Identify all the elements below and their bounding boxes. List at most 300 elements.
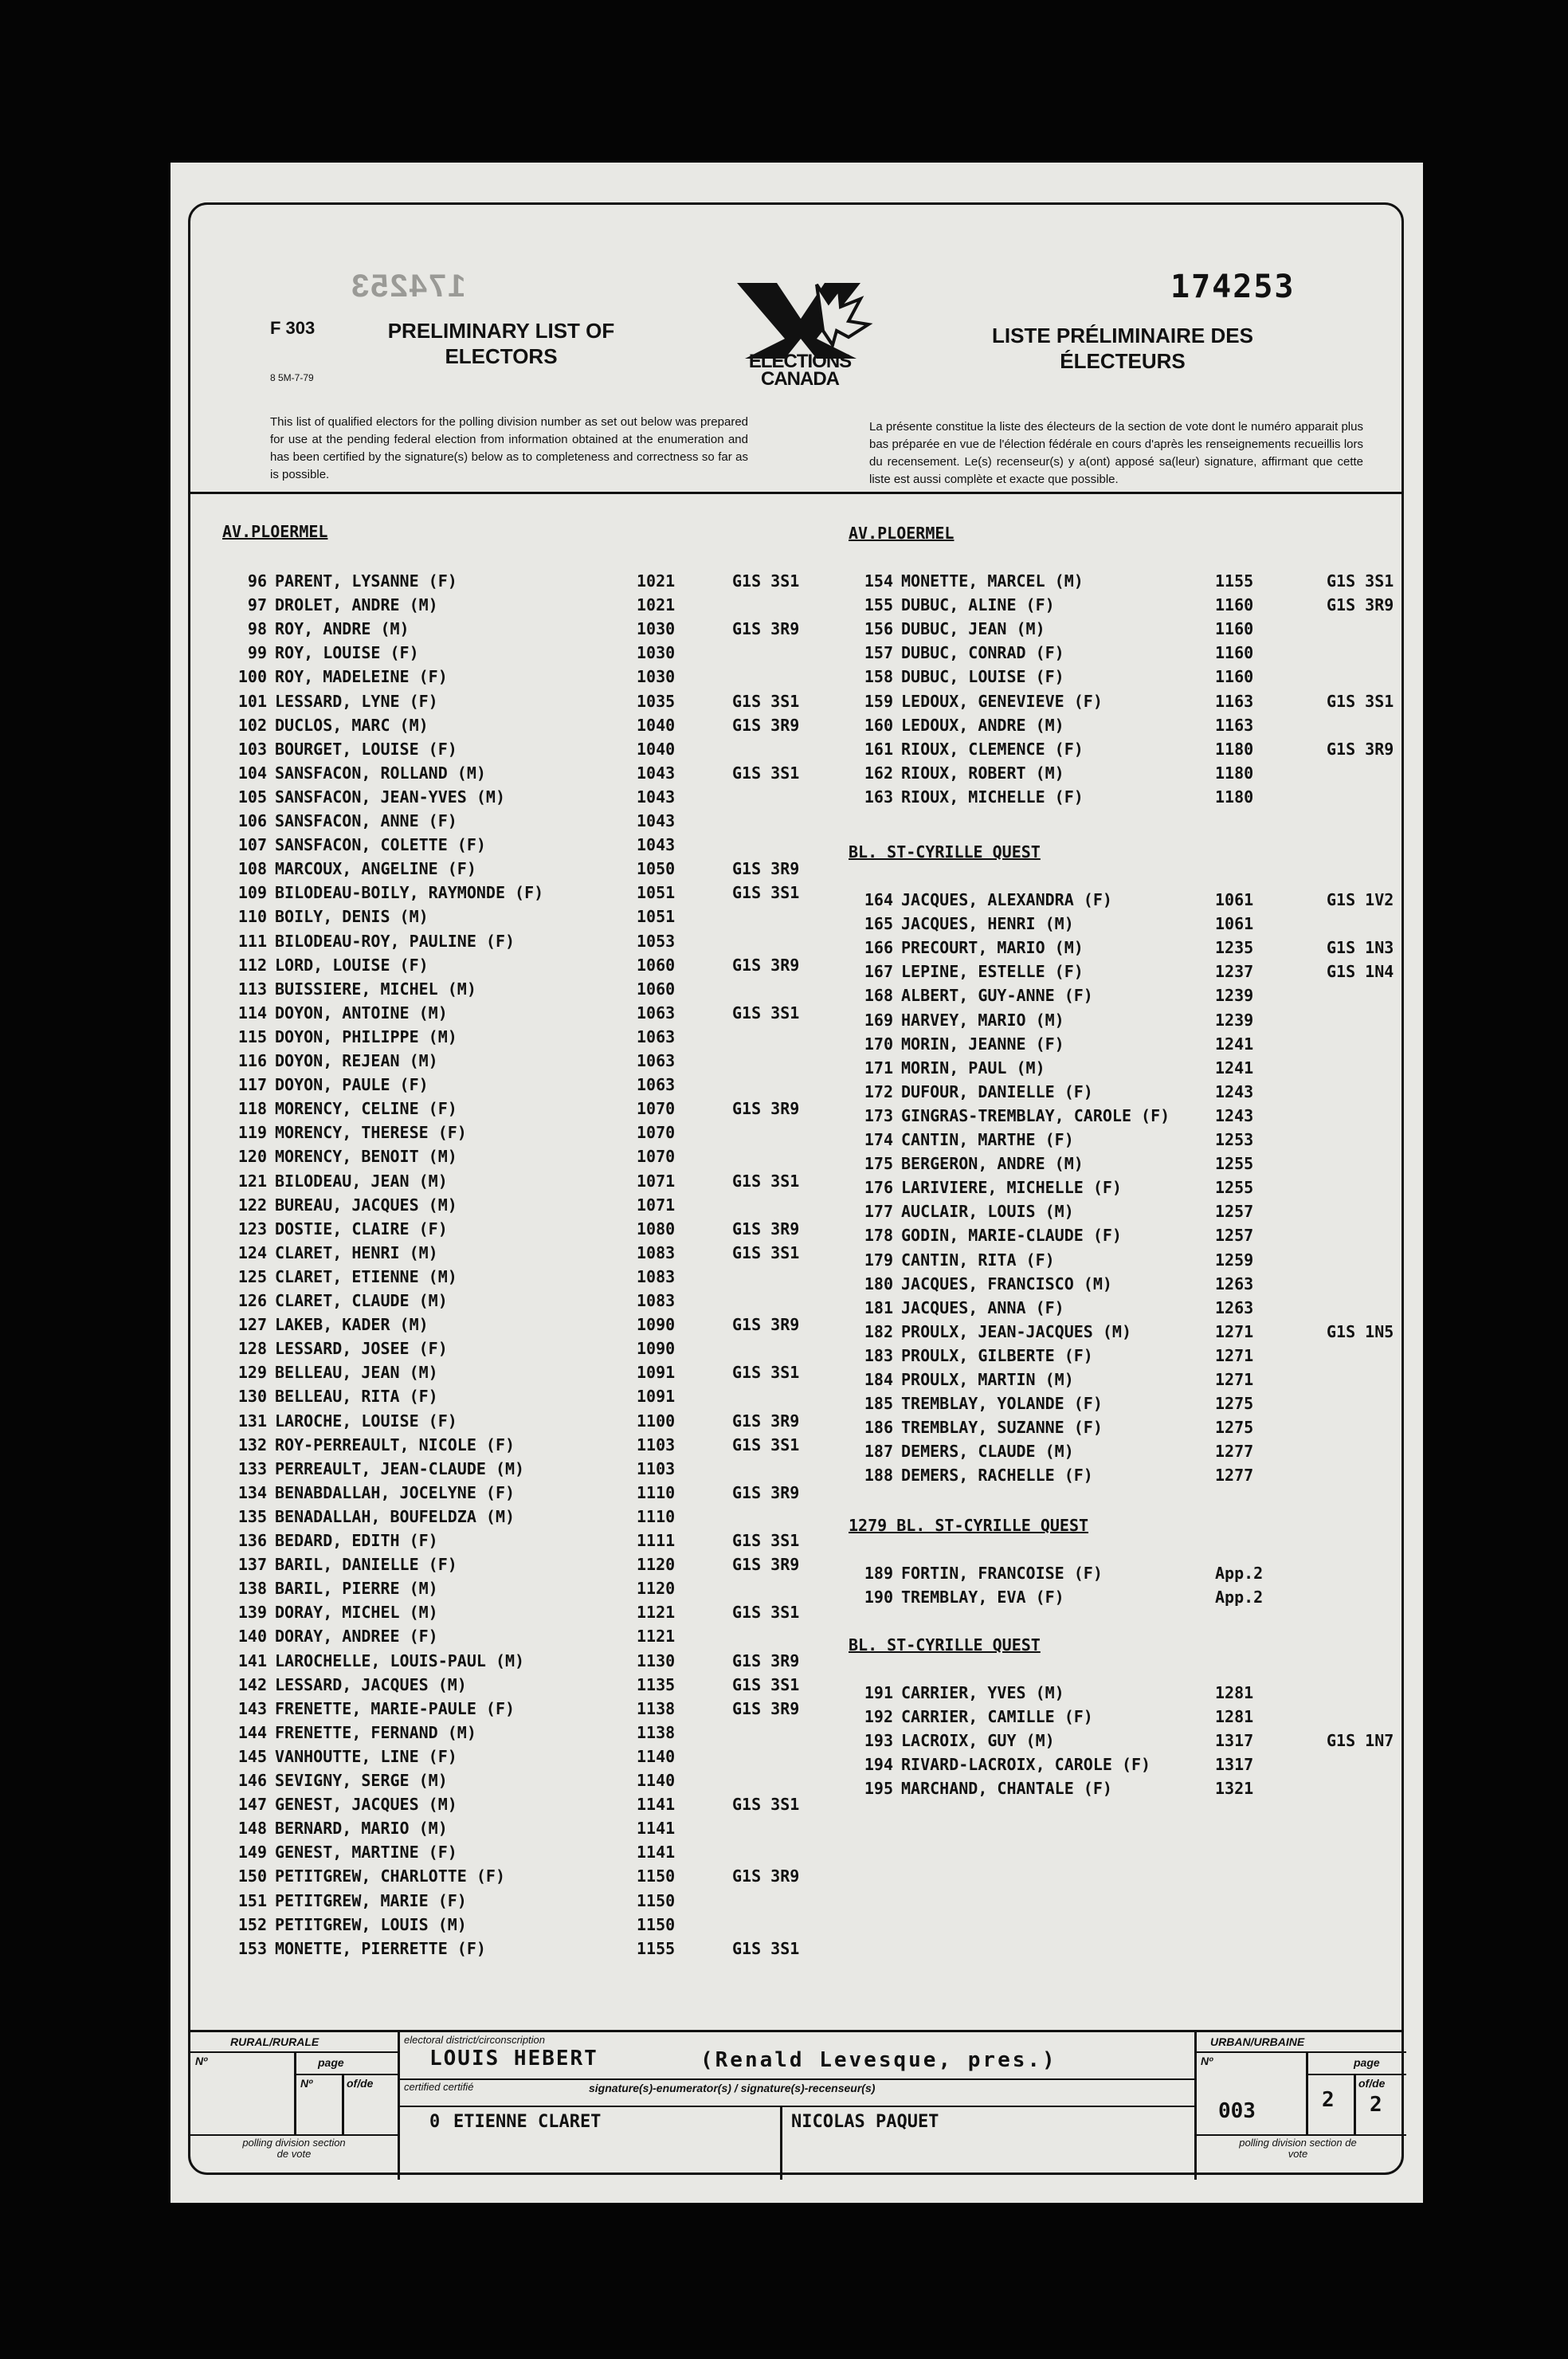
elector-number: 108 bbox=[237, 859, 267, 879]
elector-number: 153 bbox=[237, 1938, 267, 1958]
street-number: 1035 bbox=[637, 691, 676, 711]
elector-name: DORAY, ANDREE (F) bbox=[275, 1627, 438, 1647]
street-number: 1051 bbox=[637, 883, 676, 903]
elector-number: 150 bbox=[237, 1866, 267, 1886]
street-number: 1063 bbox=[637, 1075, 676, 1095]
elector-number: 106 bbox=[237, 811, 267, 830]
mark: 0 bbox=[429, 2112, 441, 2132]
postal-code: G1S 3R9 bbox=[732, 1411, 800, 1431]
street-number: 1061 bbox=[1215, 890, 1254, 909]
elector-name: DROLET, ANDRE (M) bbox=[275, 595, 438, 615]
street-number: 1277 bbox=[1215, 1442, 1254, 1462]
street-number: 1030 bbox=[637, 667, 676, 687]
street-number: 1160 bbox=[1215, 667, 1254, 687]
elector-name: DUBUC, JEAN (M) bbox=[901, 619, 1045, 639]
elector-name: DEMERS, RACHELLE (F) bbox=[901, 1466, 1093, 1486]
street-number: 1160 bbox=[1215, 643, 1254, 663]
elector-name: BEDARD, EDITH (F) bbox=[275, 1531, 438, 1550]
elector-number: 136 bbox=[237, 1531, 267, 1550]
street-number: 1237 bbox=[1215, 962, 1254, 982]
elector-number: 146 bbox=[237, 1771, 267, 1790]
postal-code: G1S 3R9 bbox=[732, 1555, 800, 1575]
elector-number: 155 bbox=[864, 595, 893, 615]
street-number: 1090 bbox=[637, 1315, 676, 1335]
rural-no-label-2: Nº bbox=[300, 2077, 313, 2090]
street-number: 1030 bbox=[637, 619, 676, 639]
street-number: 1253 bbox=[1215, 1130, 1254, 1149]
elector-name: FRENETTE, FERNAND (M) bbox=[275, 1722, 476, 1742]
street-number: 1140 bbox=[637, 1771, 676, 1790]
street-number: 1130 bbox=[637, 1651, 676, 1670]
street-number: 1281 bbox=[1215, 1707, 1254, 1727]
elector-number: 172 bbox=[864, 1081, 893, 1101]
postal-code: G1S 3R9 bbox=[732, 1482, 800, 1502]
postal-code: G1S 3S1 bbox=[732, 883, 800, 903]
elector-number: 130 bbox=[237, 1387, 267, 1407]
elector-number: 120 bbox=[237, 1147, 267, 1167]
elector-name: BELLEAU, RITA (F) bbox=[275, 1387, 438, 1407]
street-number: 1091 bbox=[637, 1363, 676, 1383]
street-number: 1051 bbox=[637, 907, 676, 927]
elector-number: 121 bbox=[237, 1171, 267, 1191]
elector-number: 124 bbox=[237, 1242, 267, 1262]
elector-name: DUBUC, LOUISE (F) bbox=[901, 667, 1064, 687]
elector-number: 151 bbox=[237, 1890, 267, 1910]
street-number: 1243 bbox=[1215, 1081, 1254, 1101]
street-number: 1138 bbox=[637, 1698, 676, 1718]
form-code: 8 5M-7-79 bbox=[270, 372, 314, 383]
elector-name: LACROIX, GUY (M) bbox=[901, 1731, 1055, 1751]
returning-officer: (Renald Levesque, pres.) bbox=[700, 2048, 1057, 2072]
street-number: 1141 bbox=[637, 1819, 676, 1839]
elector-number: 194 bbox=[864, 1755, 893, 1775]
form-id: F 303 bbox=[270, 318, 316, 338]
elector-name: LEDOUX, ANDRE (M) bbox=[901, 715, 1064, 735]
elector-name: MARCHAND, CHANTALE (F) bbox=[901, 1779, 1112, 1799]
street-number: 1070 bbox=[637, 1123, 676, 1143]
elector-name: CANTIN, MARTHE (F) bbox=[901, 1130, 1074, 1149]
page-number: 2 bbox=[1322, 2088, 1335, 2112]
elector-number: 171 bbox=[864, 1058, 893, 1077]
street-number: 1180 bbox=[1215, 739, 1254, 759]
elector-name: CLARET, CLAUDE (M) bbox=[275, 1291, 448, 1310]
elector-number: 123 bbox=[237, 1219, 267, 1238]
street-number: 1263 bbox=[1215, 1297, 1254, 1317]
postal-code: G1S 3S1 bbox=[732, 571, 800, 591]
elector-name: JACQUES, HENRI (M) bbox=[901, 914, 1074, 934]
elector-number: 166 bbox=[864, 938, 893, 958]
elector-name: MORENCY, CELINE (F) bbox=[275, 1099, 457, 1119]
street-number: 1121 bbox=[637, 1603, 676, 1623]
street-number: 1271 bbox=[1215, 1370, 1254, 1389]
intro-english: This list of qualified electors for the polling division number as set out below was prepared for use at the pending federal election from information obtained at the enumeration and has been certified by the signature(s) below as to completeness and correctness so far as is possible. bbox=[270, 415, 748, 481]
elector-name: LAROCHELLE, LOUIS-PAUL (M) bbox=[275, 1651, 525, 1670]
elector-name: GODIN, MARIE-CLAUDE (F) bbox=[901, 1226, 1122, 1246]
street-number: 1141 bbox=[637, 1795, 676, 1815]
elector-name: DUFOUR, DANIELLE (F) bbox=[901, 1081, 1093, 1101]
postal-code: G1S 3R9 bbox=[732, 1099, 800, 1119]
elector-name: CARRIER, CAMILLE (F) bbox=[901, 1707, 1093, 1727]
street-number: 1091 bbox=[637, 1387, 676, 1407]
street-number: 1239 bbox=[1215, 1010, 1254, 1030]
postal-code: G1S 3S1 bbox=[732, 1795, 800, 1815]
elector-number: 175 bbox=[864, 1154, 893, 1174]
elector-number: 157 bbox=[864, 643, 893, 663]
elector-number: 148 bbox=[237, 1819, 267, 1839]
street-number: 1040 bbox=[637, 739, 676, 759]
street-number: 1155 bbox=[637, 1938, 676, 1958]
elector-number: 102 bbox=[237, 715, 267, 735]
title-english: PRELIMINARY LIST OF ELECTORS bbox=[387, 319, 615, 368]
ghost-serial: 174253 bbox=[350, 269, 466, 304]
elector-name: GINGRAS-TREMBLAY, CAROLE (F) bbox=[901, 1105, 1170, 1125]
street-number: 1163 bbox=[1215, 691, 1254, 711]
elector-name: FORTIN, FRANCOISE (F) bbox=[901, 1564, 1103, 1583]
elector-number: 98 bbox=[247, 619, 267, 639]
postal-code: G1S 3R9 bbox=[732, 619, 800, 639]
street-number: 1120 bbox=[637, 1579, 676, 1599]
street-heading: BL. ST-CYRILLE QUEST bbox=[849, 842, 1041, 862]
postal-code: G1S 3R9 bbox=[732, 715, 800, 735]
street-number: 1235 bbox=[1215, 938, 1254, 958]
elector-name: SANSFACON, JEAN-YVES (M) bbox=[275, 787, 505, 807]
street-number: 1141 bbox=[637, 1843, 676, 1862]
elector-number: 125 bbox=[237, 1266, 267, 1286]
enumerator-2: NICOLAS PAQUET bbox=[791, 2112, 939, 2132]
elector-number: 193 bbox=[864, 1731, 893, 1751]
rural-polling-label: polling division section de vote bbox=[242, 2137, 346, 2160]
street-number: 1160 bbox=[1215, 619, 1254, 639]
street-number: 1053 bbox=[637, 931, 676, 951]
street-number: 1140 bbox=[637, 1746, 676, 1766]
elector-name: CLARET, ETIENNE (M) bbox=[275, 1266, 457, 1286]
street-heading: 1279 BL. ST-CYRILLE QUEST bbox=[849, 1516, 1089, 1535]
elector-number: 181 bbox=[864, 1297, 893, 1317]
elector-name: BILODEAU-ROY, PAULINE (F) bbox=[275, 931, 515, 951]
elector-name: BELLEAU, JEAN (M) bbox=[275, 1363, 438, 1383]
street-number: 1083 bbox=[637, 1291, 676, 1310]
elector-number: 182 bbox=[864, 1321, 893, 1341]
elector-number: 114 bbox=[237, 1003, 267, 1022]
serial-number: 174253 bbox=[1170, 269, 1296, 305]
street-number: 1121 bbox=[637, 1627, 676, 1647]
rural-no-label: Nº bbox=[195, 2055, 208, 2067]
elector-name: DOSTIE, CLAIRE (F) bbox=[275, 1219, 448, 1238]
elector-name: LORD, LOUISE (F) bbox=[275, 955, 429, 975]
elector-name: TREMBLAY, EVA (F) bbox=[901, 1588, 1064, 1607]
urban-label: URBAN/URBAINE bbox=[1210, 2035, 1305, 2048]
elector-number: 133 bbox=[237, 1458, 267, 1478]
elector-number: 112 bbox=[237, 955, 267, 975]
elector-name: DOYON, ANTOINE (M) bbox=[275, 1003, 448, 1022]
elector-number: 138 bbox=[237, 1579, 267, 1599]
postal-code: G1S 3S1 bbox=[732, 1938, 800, 1958]
elector-number: 154 bbox=[864, 571, 893, 591]
enumerator-1: ETIENNE CLARET bbox=[453, 2112, 602, 2132]
street-number: 1257 bbox=[1215, 1202, 1254, 1222]
elector-number: 139 bbox=[237, 1603, 267, 1623]
elector-name: MORENCY, BENOIT (M) bbox=[275, 1147, 457, 1167]
street-number: 1255 bbox=[1215, 1178, 1254, 1198]
elector-name: FRENETTE, MARIE-PAULE (F) bbox=[275, 1698, 515, 1718]
elector-name: ROY, MADELEINE (F) bbox=[275, 667, 448, 687]
elector-number: 176 bbox=[864, 1178, 893, 1198]
intro-french: La présente constitue la liste des électeurs de la section de vote dont le numéro apparait plus bas préparée en vue de l'élection fédérale en cours d'après les renseignements recueillis lors du recensement. Le(s) recenseur(s) y a(ont) apposé sa(leur) signature, affirmant que cette liste est aussi complète et exacte que possible. bbox=[869, 420, 1363, 486]
street-number: 1275 bbox=[1215, 1394, 1254, 1414]
elector-number: 143 bbox=[237, 1698, 267, 1718]
elector-number: 137 bbox=[237, 1555, 267, 1575]
street-number: 1080 bbox=[637, 1219, 676, 1238]
elector-name: SANSFACON, COLETTE (F) bbox=[275, 835, 486, 855]
elector-number: 163 bbox=[864, 787, 893, 807]
elector-name: LARIVIERE, MICHELLE (F) bbox=[901, 1178, 1122, 1198]
elector-number: 109 bbox=[237, 883, 267, 903]
urban-no-label: Nº bbox=[1201, 2055, 1213, 2067]
postal-code: G1S 3S1 bbox=[732, 1674, 800, 1694]
postal-code: G1S 3S1 bbox=[732, 1435, 800, 1454]
elector-number: 173 bbox=[864, 1105, 893, 1125]
street-number: 1155 bbox=[1215, 571, 1254, 591]
elector-number: 178 bbox=[864, 1226, 893, 1246]
street-number: 1243 bbox=[1215, 1105, 1254, 1125]
street-number: 1275 bbox=[1215, 1418, 1254, 1438]
street-number: 1259 bbox=[1215, 1250, 1254, 1270]
street-number: 1083 bbox=[637, 1266, 676, 1286]
elector-number: 104 bbox=[237, 763, 267, 783]
street-number: 1239 bbox=[1215, 986, 1254, 1006]
postal-code: G1S 3S1 bbox=[732, 1242, 800, 1262]
elector-number: 188 bbox=[864, 1466, 893, 1486]
street-number: 1021 bbox=[637, 595, 676, 615]
street-number: 1103 bbox=[637, 1435, 676, 1454]
elector-number: 131 bbox=[237, 1411, 267, 1431]
street-number: 1241 bbox=[1215, 1034, 1254, 1054]
street-number: 1021 bbox=[637, 571, 676, 591]
street-number: 1150 bbox=[637, 1914, 676, 1934]
elector-name: BOURGET, LOUISE (F) bbox=[275, 739, 457, 759]
postal-code: G1S 3S1 bbox=[732, 763, 800, 783]
rural-of-label: of/de bbox=[347, 2077, 374, 2090]
elector-name: MONETTE, PIERRETTE (F) bbox=[275, 1938, 486, 1958]
street-number: 1150 bbox=[637, 1866, 676, 1886]
elector-name: JACQUES, ALEXANDRA (F) bbox=[901, 890, 1112, 909]
elector-number: 105 bbox=[237, 787, 267, 807]
elector-name: JACQUES, FRANCISCO (M) bbox=[901, 1274, 1112, 1293]
elector-name: AUCLAIR, LOUIS (M) bbox=[901, 1202, 1074, 1222]
elector-name: MORIN, PAUL (M) bbox=[901, 1058, 1045, 1077]
street-number: 1043 bbox=[637, 787, 676, 807]
elector-name: PETITGREW, CHARLOTTE (F) bbox=[275, 1866, 505, 1886]
street-number: 1120 bbox=[637, 1555, 676, 1575]
postal-code: G1S 1V2 bbox=[1327, 890, 1394, 909]
elector-name: PERREAULT, JEAN-CLAUDE (M) bbox=[275, 1458, 525, 1478]
street-heading: BL. ST-CYRILLE QUEST bbox=[849, 1635, 1041, 1654]
postal-code: G1S 3R9 bbox=[732, 1698, 800, 1718]
street-number: 1060 bbox=[637, 979, 676, 999]
elector-number: 164 bbox=[864, 890, 893, 909]
elector-number: 132 bbox=[237, 1435, 267, 1454]
elector-name: SANSFACON, ROLLAND (M) bbox=[275, 763, 486, 783]
street-number: 1083 bbox=[637, 1242, 676, 1262]
logo-text: ELECTIONS CANADA bbox=[748, 351, 852, 390]
elector-number: 174 bbox=[864, 1130, 893, 1149]
elector-name: MARCOUX, ANGELINE (F) bbox=[275, 859, 476, 879]
elector-number: 159 bbox=[864, 691, 893, 711]
postal-code: G1S 3R9 bbox=[732, 859, 800, 879]
street-number: 1110 bbox=[637, 1506, 676, 1526]
form-footer bbox=[190, 2030, 1401, 2180]
street-number: 1321 bbox=[1215, 1779, 1254, 1799]
street-number: 1060 bbox=[637, 955, 676, 975]
elector-number: 169 bbox=[864, 1010, 893, 1030]
elector-number: 110 bbox=[237, 907, 267, 927]
elector-number: 145 bbox=[237, 1746, 267, 1766]
postal-code: G1S 3R9 bbox=[732, 955, 800, 975]
district-name: LOUIS HEBERT bbox=[429, 2047, 598, 2071]
elector-number: 183 bbox=[864, 1345, 893, 1365]
elector-name: LESSARD, JOSEE (F) bbox=[275, 1339, 448, 1359]
elector-number: 141 bbox=[237, 1651, 267, 1670]
postal-code: G1S 3R9 bbox=[732, 1219, 800, 1238]
elector-name: DOYON, REJEAN (M) bbox=[275, 1051, 438, 1070]
street-number: 1090 bbox=[637, 1339, 676, 1359]
elector-number: 192 bbox=[864, 1707, 893, 1727]
street-number: 1071 bbox=[637, 1171, 676, 1191]
elector-name: DEMERS, CLAUDE (M) bbox=[901, 1442, 1074, 1462]
elector-number: 103 bbox=[237, 739, 267, 759]
elector-name: BOILY, DENIS (M) bbox=[275, 907, 429, 927]
elector-number: 168 bbox=[864, 986, 893, 1006]
elector-name: BENABDALLAH, JOCELYNE (F) bbox=[275, 1482, 515, 1502]
elector-name: ROY, LOUISE (F) bbox=[275, 643, 419, 663]
elector-number: 107 bbox=[237, 835, 267, 855]
elector-number: 135 bbox=[237, 1506, 267, 1526]
postal-code: G1S 1N3 bbox=[1327, 938, 1394, 958]
elector-number: 156 bbox=[864, 619, 893, 639]
elector-name: CANTIN, RITA (F) bbox=[901, 1250, 1055, 1270]
elector-number: 113 bbox=[237, 979, 267, 999]
street-number: 1063 bbox=[637, 1026, 676, 1046]
elector-name: VANHOUTTE, LINE (F) bbox=[275, 1746, 457, 1766]
elector-name: DUBUC, ALINE (F) bbox=[901, 595, 1055, 615]
street-number: 1100 bbox=[637, 1411, 676, 1431]
street-number: 1317 bbox=[1215, 1731, 1254, 1751]
elector-name: JACQUES, ANNA (F) bbox=[901, 1297, 1064, 1317]
elector-number: 167 bbox=[864, 962, 893, 982]
urban-page-label: page bbox=[1354, 2056, 1380, 2069]
elector-number: 179 bbox=[864, 1250, 893, 1270]
elector-name: DUBUC, CONRAD (F) bbox=[901, 643, 1064, 663]
street-number: 1135 bbox=[637, 1674, 676, 1694]
elector-name: DOYON, PHILIPPE (M) bbox=[275, 1026, 457, 1046]
elector-name: LAKEB, KADER (M) bbox=[275, 1315, 429, 1335]
street-number: 1180 bbox=[1215, 787, 1254, 807]
elector-name: TREMBLAY, SUZANNE (F) bbox=[901, 1418, 1103, 1438]
street-number: 1043 bbox=[637, 811, 676, 830]
elector-name: GENEST, MARTINE (F) bbox=[275, 1843, 457, 1862]
street-number: 1043 bbox=[637, 763, 676, 783]
elector-name: ROY, ANDRE (M) bbox=[275, 619, 410, 639]
postal-code: G1S 1N5 bbox=[1327, 1321, 1394, 1341]
elector-number: 147 bbox=[237, 1795, 267, 1815]
elector-number: 126 bbox=[237, 1291, 267, 1310]
elector-number: 185 bbox=[864, 1394, 893, 1414]
elector-number: 180 bbox=[864, 1274, 893, 1293]
street-number: 1063 bbox=[637, 1051, 676, 1070]
elector-name: RIOUX, CLEMENCE (F) bbox=[901, 739, 1084, 759]
elector-number: 142 bbox=[237, 1674, 267, 1694]
elector-name: PETITGREW, LOUIS (M) bbox=[275, 1914, 467, 1934]
postal-code: G1S 1N4 bbox=[1327, 962, 1394, 982]
street-number: 1110 bbox=[637, 1482, 676, 1502]
elector-name: MORENCY, THERESE (F) bbox=[275, 1123, 467, 1143]
postal-code: G1S 3S1 bbox=[732, 1363, 800, 1383]
signature-label: signature(s)-enumerator(s) / signature(s)-recenseur(s) bbox=[589, 2082, 876, 2094]
elector-name: RIOUX, ROBERT (M) bbox=[901, 763, 1064, 783]
elector-name: PARENT, LYSANNE (F) bbox=[275, 571, 457, 591]
elector-name: PETITGREW, MARIE (F) bbox=[275, 1890, 467, 1910]
elector-number: 122 bbox=[237, 1195, 267, 1215]
elector-number: 186 bbox=[864, 1418, 893, 1438]
header-divider bbox=[190, 492, 1401, 494]
street-number: 1061 bbox=[1215, 914, 1254, 934]
elector-name: DOYON, PAULE (F) bbox=[275, 1075, 429, 1095]
postal-code: G1S 3R9 bbox=[732, 1315, 800, 1335]
street-number: 1263 bbox=[1215, 1274, 1254, 1293]
elector-name: BERNARD, MARIO (M) bbox=[275, 1819, 448, 1839]
elector-name: BILODEAU-BOILY, RAYMONDE (F) bbox=[275, 883, 544, 903]
postal-code: G1S 3R9 bbox=[732, 1651, 800, 1670]
elector-number: 127 bbox=[237, 1315, 267, 1335]
elector-number: 190 bbox=[864, 1588, 893, 1607]
elector-name: LEDOUX, GENEVIEVE (F) bbox=[901, 691, 1103, 711]
elector-name: CARRIER, YVES (M) bbox=[901, 1683, 1064, 1702]
street-number: 1271 bbox=[1215, 1321, 1254, 1341]
elector-number: 144 bbox=[237, 1722, 267, 1742]
postal-code: G1S 3R9 bbox=[1327, 739, 1394, 759]
form-frame bbox=[188, 202, 1404, 2175]
postal-code: G1S 3R9 bbox=[732, 1866, 800, 1886]
elector-name: TREMBLAY, YOLANDE (F) bbox=[901, 1394, 1103, 1414]
street-heading: AV.PLOERMEL bbox=[222, 522, 328, 541]
elector-name: BILODEAU, JEAN (M) bbox=[275, 1171, 448, 1191]
elector-number: 116 bbox=[237, 1051, 267, 1070]
elector-name: BARIL, DANIELLE (F) bbox=[275, 1555, 457, 1575]
form-sheet bbox=[171, 163, 1423, 2203]
elector-number: 118 bbox=[237, 1099, 267, 1119]
street-number: 1160 bbox=[1215, 595, 1254, 615]
street-number: 1277 bbox=[1215, 1466, 1254, 1486]
elector-name: LESSARD, JACQUES (M) bbox=[275, 1674, 467, 1694]
postal-code: G1S 3S1 bbox=[732, 1531, 800, 1550]
elector-number: 149 bbox=[237, 1843, 267, 1862]
elector-name: LEPINE, ESTELLE (F) bbox=[901, 962, 1084, 982]
elector-name: MORIN, JEANNE (F) bbox=[901, 1034, 1064, 1054]
elector-number: 134 bbox=[237, 1482, 267, 1502]
elector-number: 160 bbox=[864, 715, 893, 735]
urban-of-label: of/de bbox=[1358, 2077, 1386, 2090]
elector-name: PROULX, GILBERTE (F) bbox=[901, 1345, 1093, 1365]
street-number: 1150 bbox=[637, 1890, 676, 1910]
street-number: App.2 bbox=[1215, 1564, 1264, 1583]
postal-code: G1S 3S1 bbox=[732, 1603, 800, 1623]
street-number: 1255 bbox=[1215, 1154, 1254, 1174]
elector-name: BERGERON, ANDRE (M) bbox=[901, 1154, 1084, 1174]
title-french: LISTE PRÉLIMINAIRE DES ÉLECTEURS bbox=[992, 324, 1253, 373]
elector-number: 162 bbox=[864, 763, 893, 783]
elector-number: 111 bbox=[237, 931, 267, 951]
elector-number: 161 bbox=[864, 739, 893, 759]
